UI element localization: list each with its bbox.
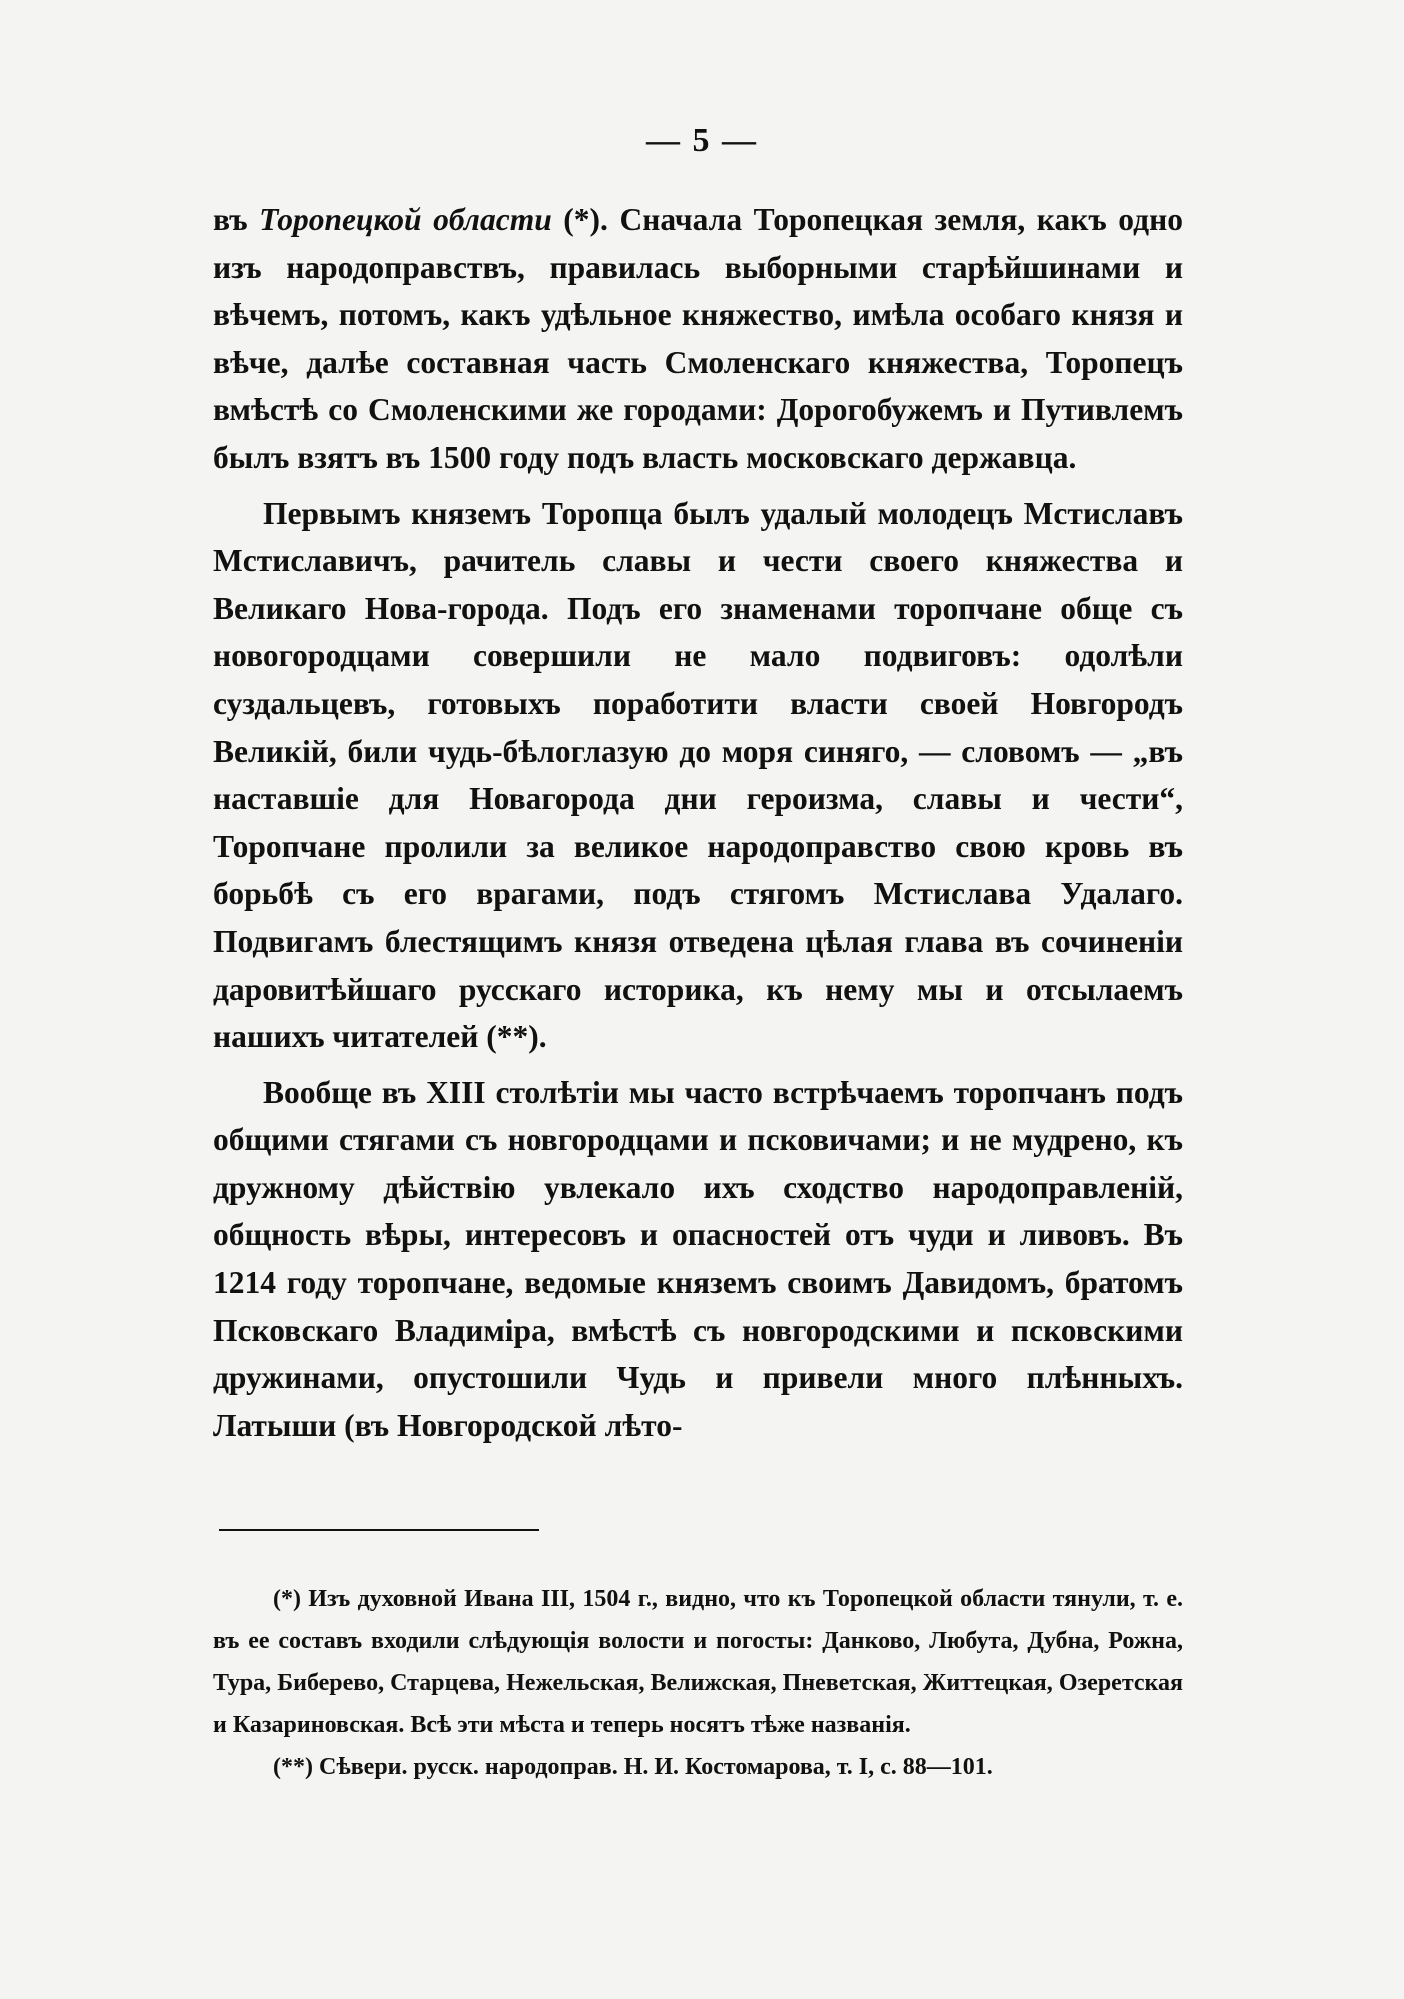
footnote-2: (**) Сѣвери. русск. народоправ. Н. И. Костомарова, т. I, с. 88—101. (273, 1754, 993, 1780)
footnote-1: (*) Изъ духовной Ивана III, 1504 г., видно, что къ Торопецкой области тянули, т. е. въ ее составъ входили слѣдующія волости и погосты: Данково, Любута, Дубна, Рожна, Тура, Биберево, Старцева, Нежельская, Велижская, Пневетская, Життецкая, Озеретская и Казариновская. Всѣ эти мѣста и теперь носятъ тѣже названія. (213, 1586, 1183, 1738)
footnote-separator (219, 1529, 539, 1531)
main-text (213, 196, 1183, 1449)
paragraph-1-italic: Торопецкой области (259, 202, 552, 237)
paragraph-2: Первымъ княземъ Торопца былъ удалый молодецъ Мстиславъ Мстиславичъ, рачитель славы и чести своего княжества и Великаго Нова-города. Подъ его знаменами торопчане обще съ новогородцами совершили не мало подвиговъ: одолѣли суздальцевъ, готовыхъ поработити власти своей Новгородъ Великій, били чудь-бѣлоглазую до моря синяго, — словомъ — „въ наставшіе для Новагорода дни героизма, славы и чести“, Торопчане пролили за великое народоправство свою кровь въ борьбѣ съ его врагами, подъ стягомъ Мстислава Удалаго. Подвигамъ блестящимъ князя отведена цѣлая глава въ сочиненіи даровитѣйшаго русскаго историка, къ нему мы и отсылаемъ нашихъ читателей (**). (213, 495, 1183, 1055)
paragraph-1-rest: (*). Сначала Торопецкая земля, какъ одно изъ народоправствъ, правилась выборными старѣйшинами и вѣчемъ, потомъ, какъ удѣльное княжество, имѣла особаго князя и вѣче, далѣе составная часть Смоленскаго княжества, Торопецъ вмѣстѣ со Смоленскими же городами: Дорогобужемъ и Путивлемъ былъ взятъ въ 1500 году подъ власть московскаго державца. (213, 202, 1183, 475)
footnotes (213, 1578, 1183, 1788)
paragraph-1 (213, 196, 1183, 482)
paragraph-1-start: въ (213, 202, 260, 237)
paragraph-3: Вообще въ XIII столѣтіи мы часто встрѣчаемъ торопчанъ подъ общими стягами съ новгородцами и псковичами; и не мудрено, къ дружному дѣйствію увлекало ихъ сходство народоправленій, общность вѣры, интересовъ и опасностей отъ чуди и ливовъ. Въ 1214 году торопчане, ведомые княземъ своимъ Давидомъ, братомъ Псковскаго Владиміра, вмѣстѣ съ новгородскими и псковскими дружинами, опустошили Чудь и привели много плѣнныхъ. Латыши (въ Новгородской лѣто- (213, 1074, 1183, 1443)
page-number: — 5 — (646, 122, 758, 159)
